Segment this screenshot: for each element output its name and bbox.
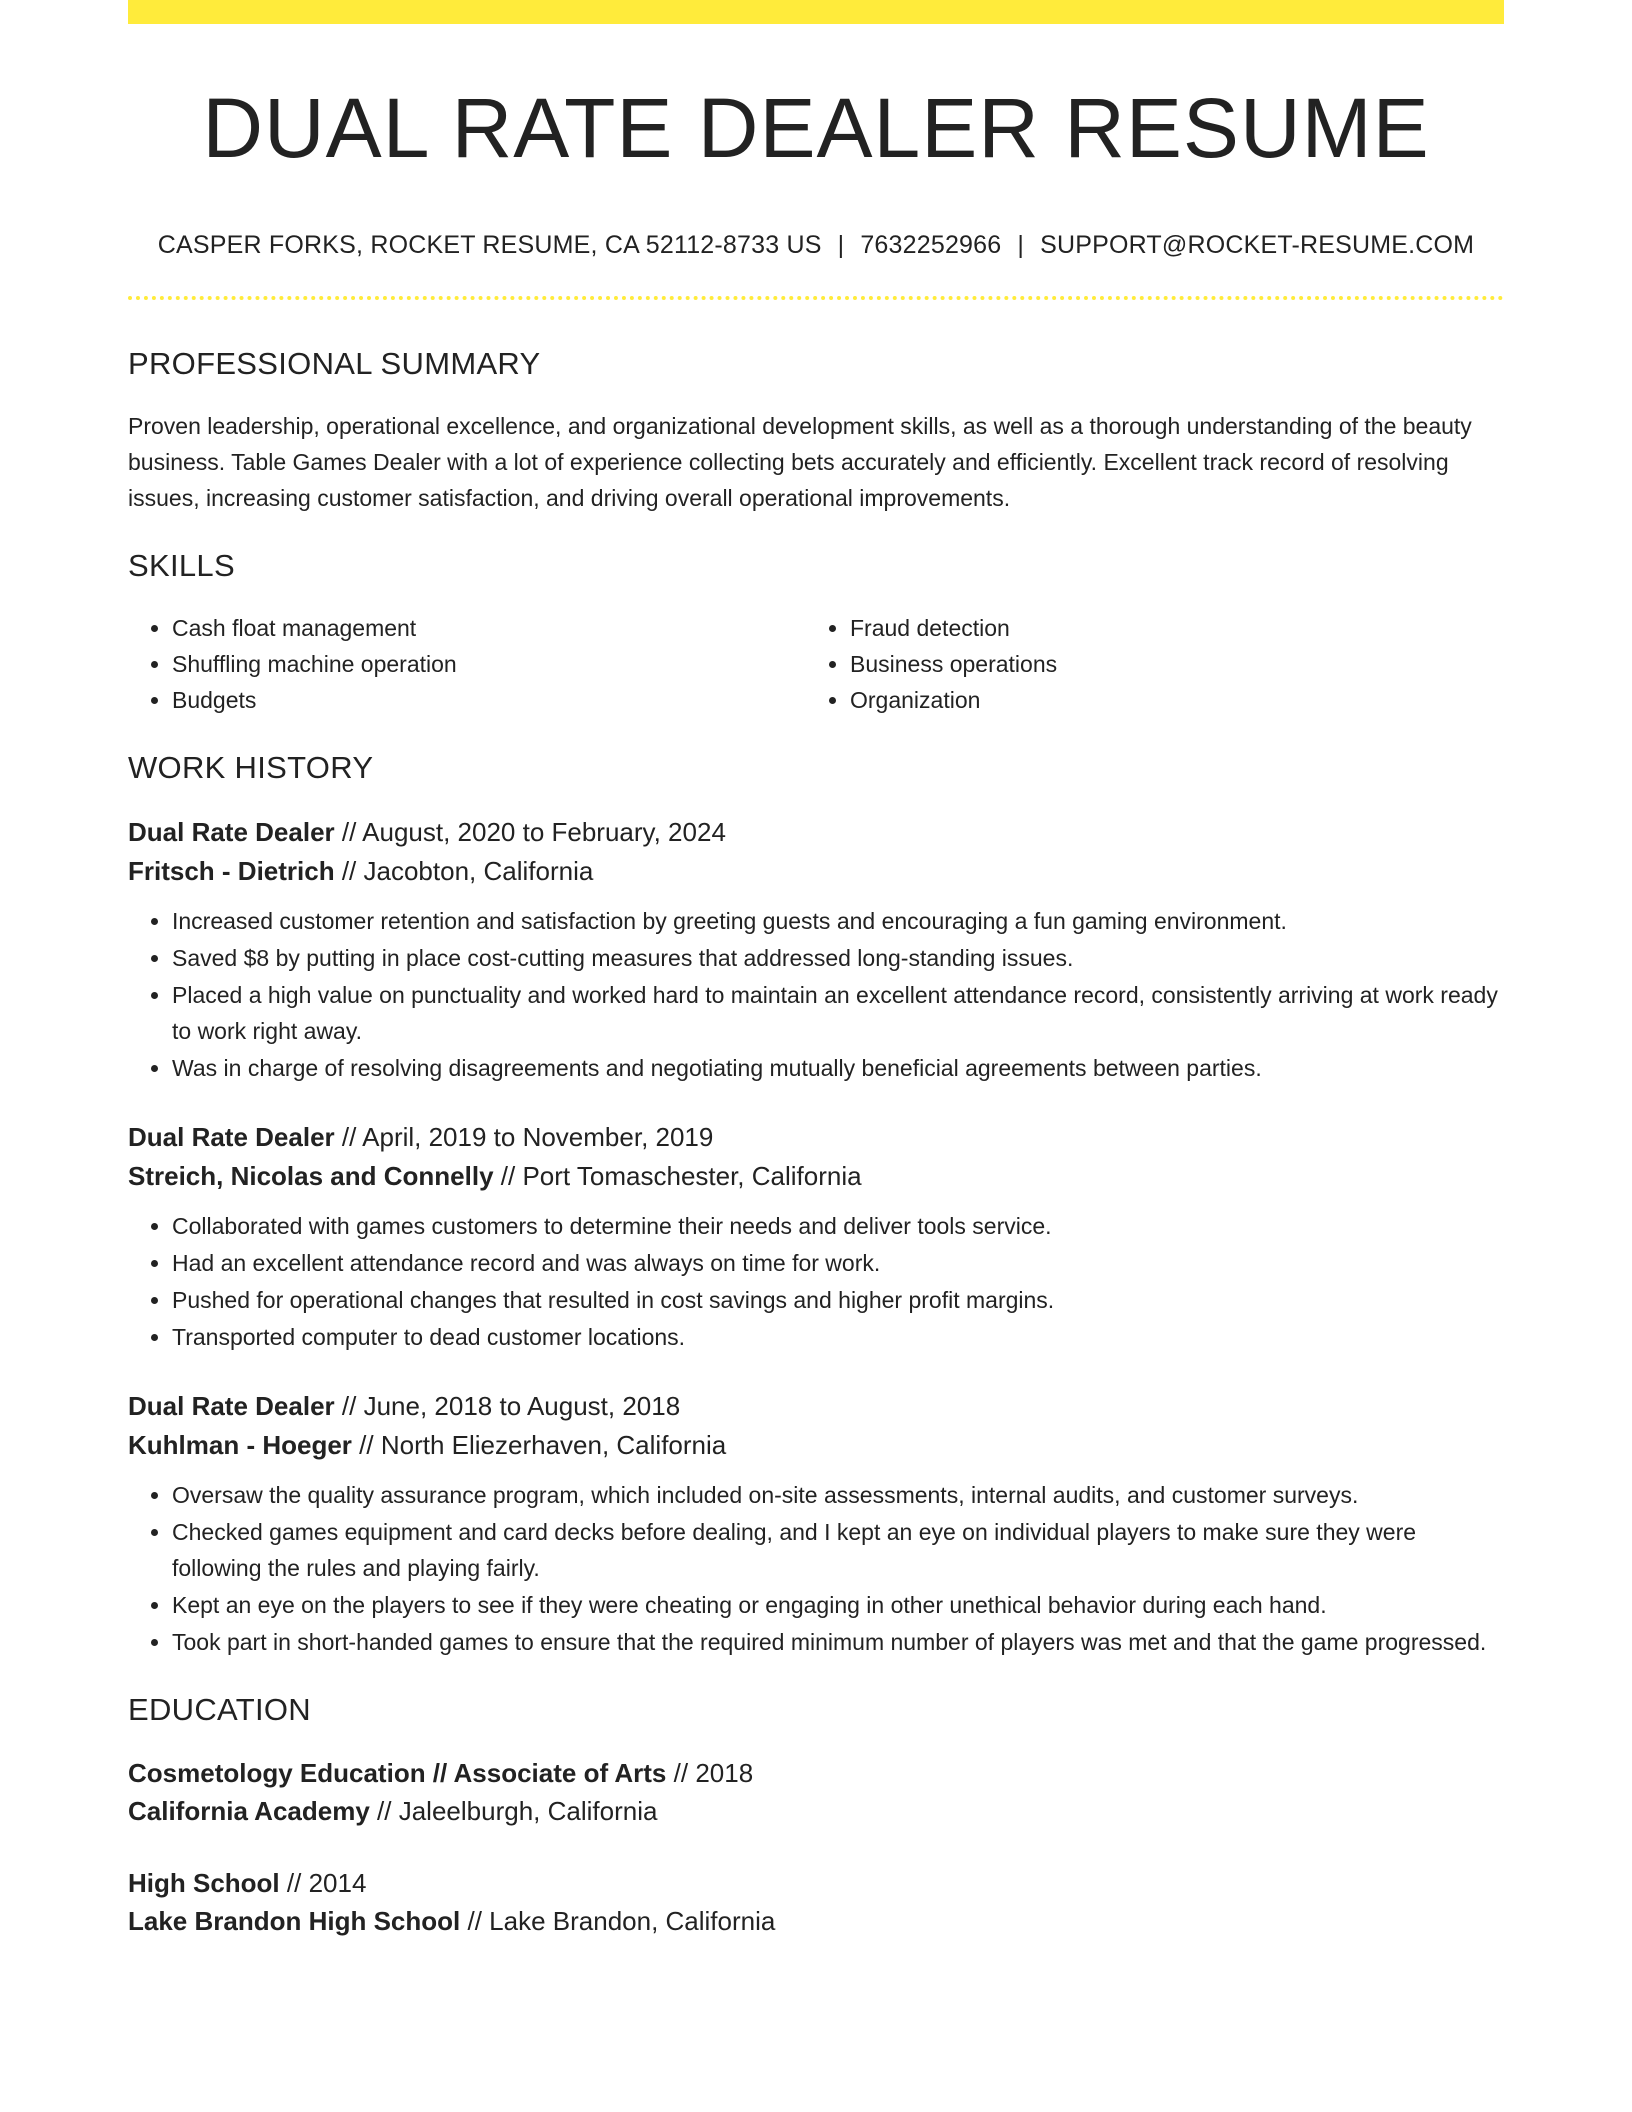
resume-page [128,0,1504,1940]
job-title: Dual Rate Dealer [128,1122,335,1152]
skill-item: • Cash float management [172,610,806,646]
education-degree: Cosmetology Education // Associate of Arts [128,1758,667,1788]
education-degree-line [128,1754,1504,1792]
education-degree-line [128,1864,1504,1902]
education-entry [128,1864,1504,1940]
education-degree: High School [128,1868,280,1898]
job-title: Dual Rate Dealer [128,817,335,847]
job-location: Port Tomaschester, California [522,1161,862,1191]
separator-slash: // [673,1758,689,1788]
contact-email: SUPPORT@ROCKET-RESUME.COM [1040,231,1475,259]
job-bullet: • Saved $8 by putting in place cost-cutting measures that addressed long-standing issues. [172,940,1504,976]
education-location: Lake Brandon, California [489,1906,776,1936]
job-bullet: • Was in charge of resolving disagreements and negotiating mutually beneficial agreements between parties. [172,1050,1504,1086]
job-title-line [128,1387,1504,1426]
job-bullet: • Took part in short-handed games to ensure that the required minimum number of players was met and that the game progressed. [172,1624,1504,1660]
education-school-line [128,1792,1504,1830]
job-dates: April, 2019 to November, 2019 [362,1122,714,1152]
education-school-line [128,1902,1504,1940]
education-year: 2014 [308,1868,367,1898]
job-company-line [128,852,1504,891]
contact-separator: | [1017,231,1025,259]
job-bullets [128,903,1504,1086]
skills-column-right [806,610,1484,718]
separator-slash: // [500,1161,516,1191]
skills-list [128,610,1504,718]
contact-address: CASPER FORKS, ROCKET RESUME, CA 52112-8733 US [157,231,822,259]
job-bullet: • Kept an eye on the players to see if they were cheating or engaging in other unethical behavior during each hand. [172,1587,1504,1623]
skill-item: • Shuffling machine operation [172,646,806,682]
job-bullet: • Increased customer retention and satisfaction by greeting guests and encouraging a fun gaming environment. [172,903,1504,939]
contact-separator: | [837,231,845,259]
job-title: Dual Rate Dealer [128,1391,335,1421]
contact-line [128,230,1504,260]
skill-item: • Fraud detection [850,610,1484,646]
work-history-heading: WORK HISTORY [128,750,374,785]
job-dates: June, 2018 to August, 2018 [363,1391,681,1421]
job-bullet: • Placed a high value on punctuality and worked hard to maintain an excellent attendance record, consistently arriving at work ready to work right away. [172,977,1504,1049]
job-entry [128,1387,1504,1660]
contact-phone: 7632252966 [860,231,1002,259]
education-school: California Academy [128,1796,370,1826]
job-bullet: • Had an excellent attendance record and was always on time for work. [172,1245,1504,1281]
job-title-line [128,813,1504,852]
job-company: Streich, Nicolas and Connelly [128,1161,494,1191]
separator-slash: // [377,1796,392,1826]
job-dates: August, 2020 to February, 2024 [362,817,726,847]
job-bullets [128,1208,1504,1355]
separator-slash: // [467,1906,482,1936]
job-location: North Eliezerhaven, California [380,1430,727,1460]
job-bullet: • Transported computer to dead customer locations. [172,1319,1504,1355]
job-title-line [128,1118,1504,1157]
job-company-line [128,1426,1504,1465]
job-company-line [128,1157,1504,1196]
separator-slash: // [286,1868,302,1898]
top-accent-bar [128,0,1504,24]
job-location: Jacobton, California [363,856,594,886]
education-entry [128,1754,1504,1830]
separator-slash: // [341,1391,357,1421]
job-entry [128,813,1504,1086]
skill-item: • Budgets [172,682,806,718]
skills-heading: SKILLS [128,548,235,583]
job-bullets [128,1477,1504,1660]
separator-slash: // [341,856,357,886]
skill-item: • Business operations [850,646,1484,682]
job-company: Fritsch - Dietrich [128,856,335,886]
education-school: Lake Brandon High School [128,1906,461,1936]
separator-slash: // [341,1122,357,1152]
summary-text: Proven leadership, operational excellence, and organizational development skills, as well as a thorough understanding of the beauty business. Table Games Dealer with a lot of experience collecting bets accurately and efficiently. Excellent track record of resolving issues, increasing customer satisfaction, and driving overall operational improvements. [128,413,1472,511]
education-year: 2018 [695,1758,754,1788]
resume-title: DUAL RATE DEALER RESUME [202,81,1430,175]
education-location: Jaleelburgh, California [398,1796,658,1826]
separator-slash: // [359,1430,374,1460]
separator-slash: // [341,817,357,847]
education-heading: EDUCATION [128,1692,311,1727]
skill-item: • Organization [850,682,1484,718]
job-bullet: • Oversaw the quality assurance program, which included on-site assessments, internal audits, and customer surveys. [172,1477,1504,1513]
job-company: Kuhlman - Hoeger [128,1430,352,1460]
job-bullet: • Collaborated with games customers to determine their needs and deliver tools service. [172,1208,1504,1244]
job-entry [128,1118,1504,1355]
job-bullet: • Pushed for operational changes that resulted in cost savings and higher profit margins. [172,1282,1504,1318]
summary-heading: PROFESSIONAL SUMMARY [128,346,541,381]
job-bullet: • Checked games equipment and card decks before dealing, and I kept an eye on individual players to make sure they were following the rules and playing fairly. [172,1514,1504,1586]
skills-column-left [128,610,806,718]
dotted-divider [128,296,1504,300]
